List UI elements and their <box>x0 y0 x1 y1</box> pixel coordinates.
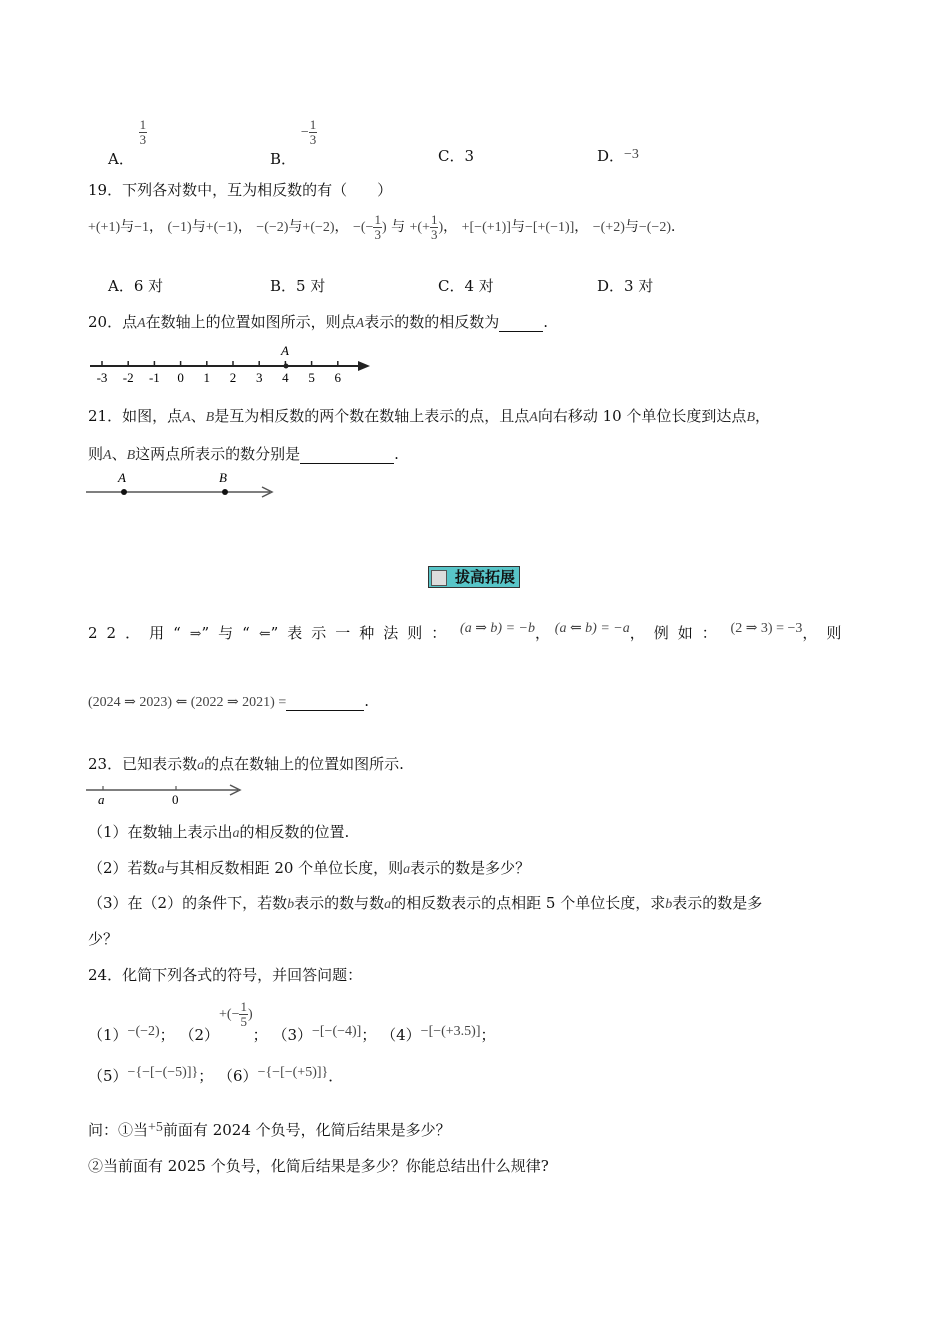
q19-option-b: B．5 对 <box>270 277 326 295</box>
point-a-label: a <box>98 792 105 807</box>
q23-number-line <box>86 780 248 810</box>
tick-label: 5 <box>308 370 315 385</box>
fraction: $\frac{1}{5}$ <box>240 999 247 1029</box>
tick-label: -2 <box>122 370 134 385</box>
q22-line2: (2024 ⇒ 2023) ⇐ (2022 ⇒ 2021) = . <box>88 692 370 710</box>
q19-option-d: D．3 对 <box>597 277 654 295</box>
q20-number-line <box>86 340 376 388</box>
tick-label: 0 <box>177 370 184 385</box>
fraction: $\frac{1}{3}$ <box>430 212 438 242</box>
q24-question2: ②当前面有 2025 个负号，化简后结果是多少？你能总结出什么规律? <box>88 1157 549 1175</box>
q21-line2: 则A、B这两点所表示的数分别是 . <box>88 445 399 463</box>
q23-sub2: （2）若数a与其相反数相距 20 个单位长度，则a表示的数是多少？ <box>88 859 531 877</box>
q18-option-d: D．−3 <box>597 147 639 165</box>
point-b-dot <box>222 489 228 495</box>
tick-label: 6 <box>334 370 342 385</box>
tick-label: -3 <box>96 370 108 385</box>
q19-option-a: A．6 对 <box>108 277 164 295</box>
section-heading: 拔高拓展 <box>428 566 520 588</box>
q24-row2: （5）−{−[−(−5)]}； （6）−{−[−(+5)]}． <box>88 1065 344 1085</box>
q19-option-c: C．4 对 <box>438 277 494 295</box>
q23-sub3: （3）在（2）的条件下，若数b表示的数与数a的相反数表示的点相距 5 个单位长度，求b表示的数是多 <box>88 894 763 912</box>
point-a-dot <box>121 489 127 495</box>
q18-option-c: C．3 <box>438 147 475 165</box>
q18-option-b: B． − $\frac{1}{3}$ <box>270 117 317 169</box>
q23-stem: 23．已知表示数a的点在数轴上的位置如图所示. <box>88 755 404 773</box>
q23-sub3-line2: 少？ <box>88 930 119 948</box>
q22-line1: 22．用“⇒”与“⇐”表示一种法则： (a ⇒ b) = −b， (a ⇐ b) = −a，例如： (2 ⇒ 3) = −3，则 <box>88 621 851 642</box>
q19-pairs: +(+1)与−1， (−1)与+(−1)， −(−2)与+(−2)， −(− $\frac{1}{3}$ ) 与 +(+ $\frac{1}{3}$ )， +[−(+1)]与−[+(−1)]， −(+2)与−(−2)． <box>88 212 685 242</box>
answer-blank <box>286 694 364 711</box>
q19-stem: 19．下列各对数中，互为相反数的有（ ） <box>88 181 393 199</box>
q24-question1: 问：①当+5前面有 2024 个负号，化简后结果是多少？ <box>88 1120 451 1139</box>
tick-label: 4 <box>282 370 289 385</box>
point-a-dot <box>284 364 289 369</box>
point-a-label: A <box>281 343 289 358</box>
q24-stem: 24．化简下列各式的符号，并回答问题： <box>88 966 363 984</box>
answer-blank <box>499 315 543 332</box>
tick-label: 1 <box>203 370 211 385</box>
tick-label: -1 <box>148 370 160 385</box>
tick-label: 3 <box>255 370 263 385</box>
zero-label: 0 <box>172 792 179 807</box>
fraction: $\frac{1}{3}$ <box>374 212 381 242</box>
fraction: $\frac{1}{3}$ <box>309 117 317 147</box>
q21-number-line <box>86 468 278 502</box>
answer-blank <box>300 447 394 464</box>
point-a-label: A <box>118 470 126 485</box>
q18-option-a: A． $\frac{1}{3}$ <box>108 117 147 169</box>
point-b-label: B <box>219 470 227 485</box>
q21-line1: 21．如图，点A、B是互为相反数的两个数在数轴上表示的点，且点A向右移动 10 个单位长度到达点B， <box>88 407 771 425</box>
q20-stem: 20．点A在数轴上的位置如图所示，则点A表示的数的相反数为 . <box>88 313 549 331</box>
q24-row1: （1）−(−2)； （2）+(− $\frac{1}{5}$ )； （3）−[−(−4)]； （4）−[−(+3.5)]； <box>88 999 496 1045</box>
heading-box-icon <box>431 570 447 586</box>
tick-label: 2 <box>229 370 237 385</box>
fraction: $\frac{1}{3}$ <box>139 117 147 147</box>
q23-sub1: （1）在数轴上表示出a的相反数的位置. <box>88 823 350 841</box>
